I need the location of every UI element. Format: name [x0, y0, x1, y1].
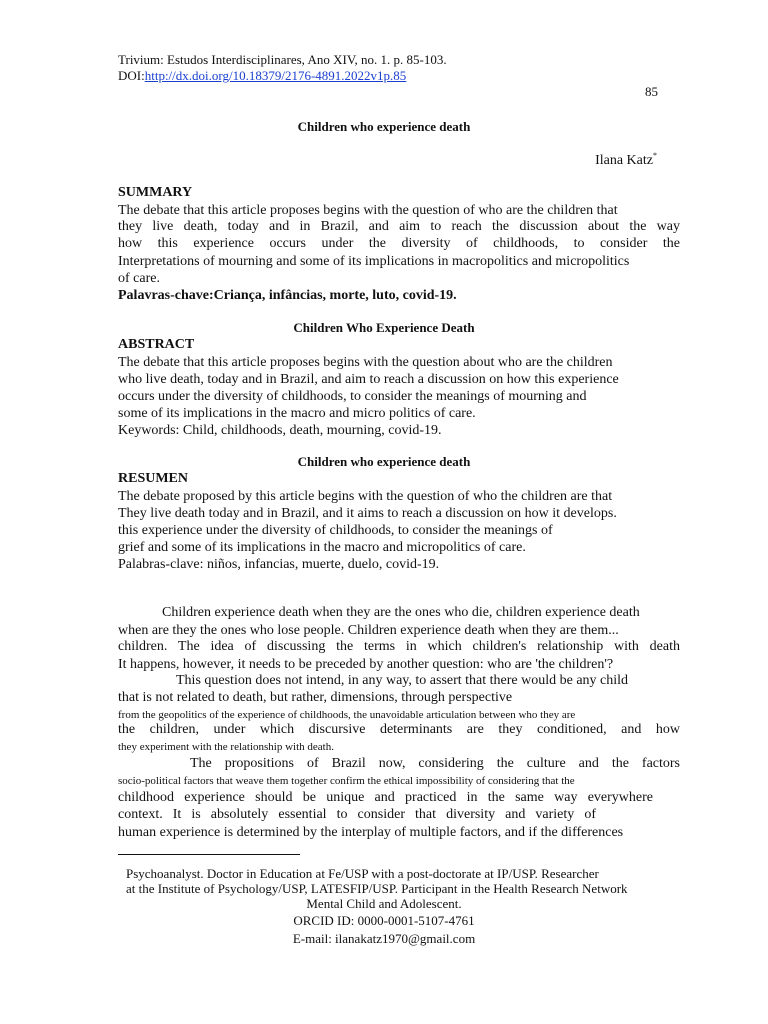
- abstract-keywords: Keywords: Child, childhoods, death, mourning, covid-19.: [118, 423, 442, 438]
- resumen-line: grief and some of its implications in the macro and micropolitics of care.: [118, 540, 526, 555]
- body-line: the children, under which discursive determinants are they conditioned, and how: [118, 722, 680, 737]
- body-line: human experience is determined by the interplay of multiple factors, and if the differences: [118, 825, 624, 840]
- summary-line: how this experience occurs under the diversity of childhoods, to consider the: [118, 236, 680, 251]
- abstract-heading: ABSTRACT: [118, 337, 195, 352]
- footnote-line: Mental Child and Adolescent.: [306, 896, 462, 911]
- footnote-marker: *: [653, 151, 657, 160]
- body-line: This question does not intend, in any way, to assert that there would be any child: [176, 673, 629, 688]
- footnote-line: at the Institute of Psychology/USP, LATESFIP/USP. Participant in the Health Research Network: [126, 881, 628, 896]
- body-line: when are they the ones who lose people. Children experience death when they are them...: [118, 623, 619, 638]
- abstract-line: The debate that this article proposes begins with the question about who are the children: [118, 355, 613, 370]
- body-line: Children experience death when they are the ones who die, children experience death: [162, 605, 640, 620]
- summary-keywords: Palavras-chave:Criança, infâncias, morte, luto, covid-19.: [118, 288, 457, 303]
- orcid-line: ORCID ID: 0000-0001-5107-4761: [293, 913, 475, 928]
- body-line: childhood experience should be unique and practiced in the same way everywhere: [118, 790, 653, 805]
- body-line: It happens, however, it needs to be preceded by another question: who are 'the children'?: [118, 657, 614, 672]
- summary-line: The debate that this article proposes begins with the question of who are the children that: [118, 203, 618, 218]
- body-line: The propositions of Brazil now, considering the culture and the factors: [190, 756, 680, 771]
- resumen-keywords: Palabras-clave: niños, infancias, muerte, duelo, covid-19.: [118, 557, 440, 572]
- footnote-line: Psychoanalyst. Doctor in Education at Fe/USP with a post-doctorate at IP/USP. Researcher: [126, 866, 599, 881]
- abstract-line: who live death, today and in Brazil, and aim to reach a discussion on how this experience: [118, 372, 619, 387]
- summary-line: they live death, today and in Brazil, and aim to reach the discussion about the way: [118, 219, 680, 234]
- doi-link[interactable]: http://dx.doi.org/10.18379/2176-4891.2022v1p.85: [144, 68, 407, 83]
- resumen-line: They live death today and in Brazil, and it aims to reach a discussion on how it develops.: [118, 506, 617, 521]
- body-line: children. The idea of discussing the terms in which children's relationship with death: [118, 639, 680, 654]
- resumen-line: this experience under the diversity of childhoods, to consider the meanings of: [118, 523, 553, 538]
- doi-label: DOI:: [118, 68, 145, 83]
- email-line: E-mail: ilanakatz1970@gmail.com: [292, 931, 476, 946]
- resumen-title: Children who experience death: [297, 454, 471, 469]
- summary-line: Interpretations of mourning and some of its implications in macropolitics and micropolitics: [118, 254, 630, 269]
- body-line: from the geopolitics of the experience of childhoods, the unavoidable articulation between who they are: [118, 709, 576, 721]
- abstract-title: Children Who Experience Death: [293, 320, 475, 335]
- body-line: they experiment with the relationship with death.: [118, 741, 334, 753]
- author-text: Ilana Katz: [595, 153, 653, 168]
- author-name: [595, 151, 657, 169]
- footnote-separator: [118, 854, 300, 855]
- summary-heading: SUMMARY: [118, 185, 193, 200]
- journal-citation: Trivium: Estudos Interdisciplinares, Ano XIV, no. 1. p. 85-103.: [118, 52, 447, 67]
- body-line: socio-political factors that weave them together confirm the ethical impossibility of considering that the: [118, 775, 575, 787]
- abstract-line: some of its implications in the macro and micro politics of care.: [118, 406, 476, 421]
- resumen-line: The debate proposed by this article begins with the question of who the children are that: [118, 489, 613, 504]
- abstract-line: occurs under the diversity of childhoods, to consider the meanings of mourning and: [118, 389, 587, 404]
- resumen-heading: RESUMEN: [118, 471, 189, 486]
- doi-line: [118, 68, 406, 84]
- article-title: Children who experience death: [297, 119, 471, 134]
- page-number: 85: [645, 84, 658, 99]
- body-line: context. It is absolutely essential to consider that diversity and variety of: [118, 807, 596, 822]
- body-line: that is not related to death, but rather, dimensions, through perspective: [118, 690, 513, 705]
- summary-line: of care.: [118, 271, 160, 286]
